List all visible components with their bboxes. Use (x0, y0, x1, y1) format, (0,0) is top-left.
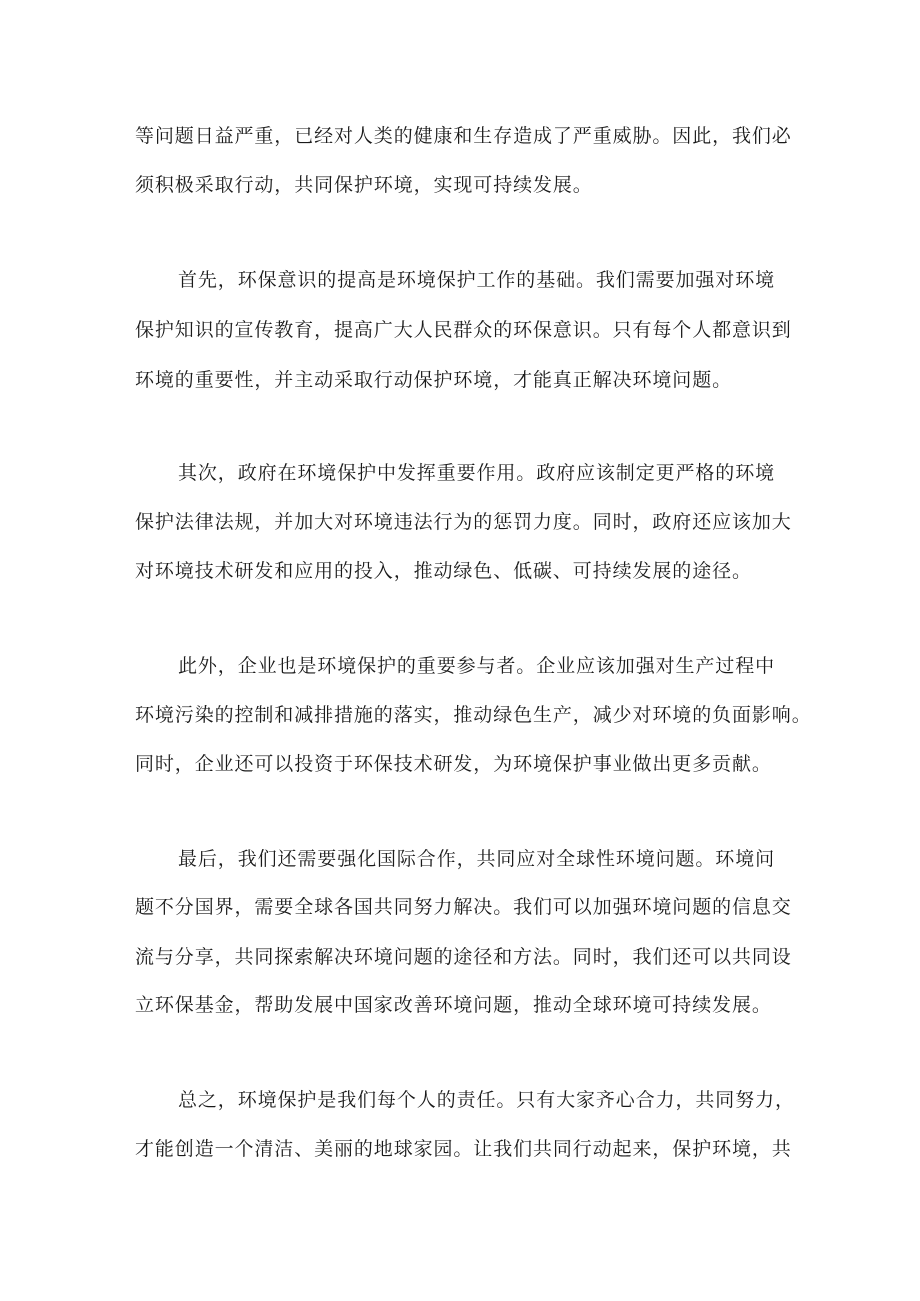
text-line: 同时，企业还可以投资于环保技术研发，为环境保护事业做出更多贡献。 (135, 753, 772, 775)
text-line: 题不分国界，需要全球各国共同努力解决。我们可以加强环境问题的信息交 (135, 896, 792, 918)
text-line: 才能创造一个清洁、美丽的地球家园。让我们共同行动起来，保护环境，共 (135, 1138, 792, 1160)
text-line: 立环保基金，帮助发展中国家改善环境问题，推动全球环境可持续发展。 (135, 994, 772, 1016)
text-line: 流与分享，共同探索解决环境问题的途径和方法。同时，我们还可以共同设 (135, 946, 792, 968)
text-line: 其次，政府在环境保护中发挥重要作用。政府应该制定更严格的环境 (178, 462, 776, 484)
text-line: 对环境技术研发和应用的投入，推动绿色、低碳、可持续发展的途径。 (135, 560, 752, 582)
text-line: 须积极采取行动，共同保护环境，实现可持续发展。 (135, 174, 593, 196)
text-line: 环境污染的控制和减排措施的落实，推动绿色生产，减少对环境的负面影响。 (135, 704, 812, 726)
text-line: 首先，环保意识的提高是环境保护工作的基础。我们需要加强对环境 (178, 269, 776, 291)
text-line: 保护知识的宣传教育，提高广大人民群众的环保意识。只有每个人都意识到 (135, 319, 792, 341)
text-line: 保护法律法规，并加大对环境违法行为的惩罚力度。同时，政府还应该加大 (135, 511, 792, 533)
text-line: 此外，企业也是环境保护的重要参与者。企业应该加强对生产过程中 (178, 655, 776, 677)
text-line: 最后，我们还需要强化国际合作，共同应对全球性环境问题。环境问 (178, 848, 776, 870)
text-line: 环境的重要性，并主动采取行动保护环境，才能真正解决环境问题。 (135, 369, 733, 391)
text-line: 总之，环境保护是我们每个人的责任。只有大家齐心合力，共同努力， (178, 1089, 795, 1111)
text-line: 等问题日益严重，已经对人类的健康和生存造成了严重威胁。因此，我们必 (135, 125, 792, 147)
